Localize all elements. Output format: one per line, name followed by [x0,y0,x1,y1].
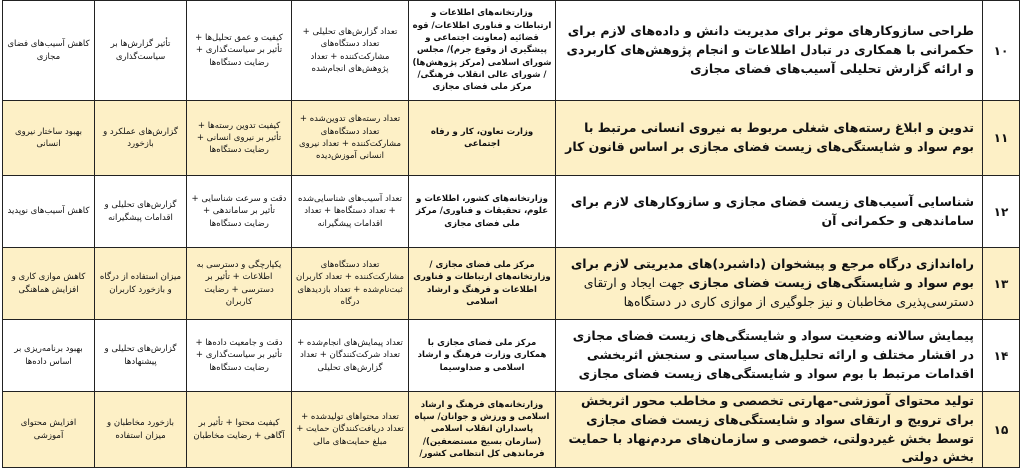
action-description [556,101,983,176]
description-bold-text: پیمایش سالانه وضعیت سواد و شایستگی‌های زیست فضای مجازی در اقشار مختلف و ارائه تحلیل‌های سیاستی و سنجش اثربخشی اقدامات مرتبط با بوم سواد و شایستگی‌های زیست فضای مجازی [572,328,974,381]
expected-outcome: بهبود برنامه‌ریزی بر اساس داده‌ها [3,320,95,392]
description-bold-text: راه‌اندازی درگاه مرجع و پیشخوان (داشبرد)های مدیریتی لازم برای بوم سواد و شایستگی‌های زیست فضای مجازی [570,256,974,291]
action-table [2,0,1020,468]
quantitative-indicators: تعداد دستگاه‌های مشارکت‌کننده + تعداد کاربران ثبت‌نام‌شده + تعداد بازدیدهای درگاه [292,248,409,320]
description-bold-text: تدوین و ابلاغ رسته‌های شغلی مربوط به نیروی انسانی مرتبط با بوم سواد و شایستگی‌های زیست فضای مجازی بر اساس قانون کار [565,120,974,154]
table-row [3,320,1020,392]
quantitative-indicators: تعداد گزارش‌های تحلیلی + تعداد دستگاه‌های مشارکت‌کننده + تعداد پژوهش‌های انجام‌شده [292,1,409,101]
qualitative-indicators: دقت و سرعت شناسایی + تأثیر بر ساماندهی + رضایت دستگاه‌ها [187,176,292,248]
action-description [556,176,983,248]
responsible-organizations: مرکز ملی فضای مجازی / وزارتخانه‌های ارتباطات و فناوری اطلاعات و فرهنگ و ارشاد اسلامی [409,248,556,320]
row-number: ۱۰ [983,1,1020,101]
table-row [3,1,1020,101]
table-row [3,176,1020,248]
responsible-organizations: وزارتخانه‌های کشور، اطلاعات و علوم، تحقیقات و فناوری/ مرکز ملی فضای مجازی [409,176,556,248]
row-number: ۱۱ [983,101,1020,176]
table-row [3,392,1020,468]
action-description [556,320,983,392]
quantitative-indicators: تعداد آسیب‌های شناسایی‌شده + تعداد دستگاه‌ها + تعداد اقدامات پیشگیرانه [292,176,409,248]
impact-measure: گزارش‌های تحلیلی و پیشنهادها [95,320,187,392]
quantitative-indicators: تعداد رسته‌های تدوین‌شده + تعداد دستگاه‌های مشارکت‌کننده + تعداد نیروی انسانی آموزش‌دیده [292,101,409,176]
responsible-organizations: وزارتخانه‌های اطلاعات و ارتباطات و فناوری اطلاعات/ قوه قضائیه (معاونت اجتماعی و پیشگیری از وقوع جرم)/ مجلس شورای اسلامی (مرکز پژوهش‌ها) / شورای عالی انقلاب فرهنگی/ مرکز ملی فضای مجازی [409,1,556,101]
row-number: ۱۲ [983,176,1020,248]
description-bold-text: تولید محتوای آموزشی-مهارتی تخصصی و مخاطب محور اثربخش برای ترویج و ارتقای سواد و شایستگی‌های زیست فضای مجازی توسط بخش غیردولتی، خصوصی و سازمان‌های مردم‌نهاد با حمایت بخش دولتی [568,393,974,465]
description-regular-text: جهت ایجاد و ارتقای دسترسی‌پذیری مخاطبان و نیز جلوگیری از موازی کاری در دستگاه‌ها [583,275,974,309]
quantitative-indicators: تعداد پیمایش‌های انجام‌شده + تعداد شرکت‌کنندگان + تعداد گزارش‌های تحلیلی [292,320,409,392]
qualitative-indicators: کیفیت تدوین رسته‌ها + تأثیر بر نیروی انسانی + رضایت دستگاه‌ها [187,101,292,176]
row-number: ۱۳ [983,248,1020,320]
impact-measure: گزارش‌های تحلیلی و اقدامات پیشگیرانه [95,176,187,248]
table-row [3,101,1020,176]
row-number: ۱۴ [983,320,1020,392]
impact-measure: میزان استفاده از درگاه و بازخورد کاربران [95,248,187,320]
action-description [556,392,983,468]
description-bold-text: طراحی سازوکارهای موثر برای مدیریت دانش و داده‌های لازم برای حکمرانی با همکاری در تبادل اطلاعات و انجام پژوهش‌های کاربردی و ارائه گزارش تحلیلی آسیب‌های فضای مجازی [566,23,974,76]
responsible-organizations: مرکز ملی فضای مجازی با همکاری وزارت فرهنگ و ارشاد اسلامی و صداوسیما [409,320,556,392]
description-bold-text: شناسایی آسیب‌های زیست فضای مجازی و سازوکارهای لازم برای ساماندهی و حکمرانی آن [570,193,974,228]
impact-measure: بازخورد مخاطبان و میزان استفاده [95,392,187,468]
qualitative-indicators: کیفیت محتوا + تأثیر بر آگاهی + رضایت مخاطبان [187,392,292,468]
impact-measure: گزارش‌های عملکرد و بازخورد [95,101,187,176]
expected-outcome: کاهش موازی کاری و افزایش هماهنگی [3,248,95,320]
quantitative-indicators: تعداد محتواهای تولیدشده + تعداد دریافت‌کنندگان حمایت + مبلغ حمایت‌های مالی [292,392,409,468]
expected-outcome: کاهش آسیب‌های فضای مجازی [3,1,95,101]
qualitative-indicators: دقت و جامعیت داده‌ها + تأثیر بر سیاست‌گذاری + رضایت دستگاه‌ها [187,320,292,392]
expected-outcome: افزایش محتوای آموزشی [3,392,95,468]
expected-outcome: بهبود ساختار نیروی انسانی [3,101,95,176]
impact-measure: تأثیر گزارش‌ها بر سیاست‌گذاری [95,1,187,101]
responsible-organizations: وزارتخانه‌های فرهنگ و ارشاد اسلامی و ورزش و جوانان/ سپاه پاسداران انقلاب اسلامی (سازمان بسیج مستضعفین)/ فرماندهی کل انتظامی کشور/ [409,392,556,468]
table-row [3,248,1020,320]
responsible-organizations: وزارت تعاون، کار و رفاه اجتماعی [409,101,556,176]
action-description [556,248,983,320]
action-description [556,1,983,101]
qualitative-indicators: یکپارچگی و دسترسی به اطلاعات + تأثیر بر دسترسی + رضایت کاربران [187,248,292,320]
qualitative-indicators: کیفیت و عمق تحلیل‌ها + تأثیر بر سیاست‌گذاری + رضایت دستگاه‌ها [187,1,292,101]
row-number: ۱۵ [983,392,1020,468]
expected-outcome: کاهش آسیب‌های نوپدید [3,176,95,248]
